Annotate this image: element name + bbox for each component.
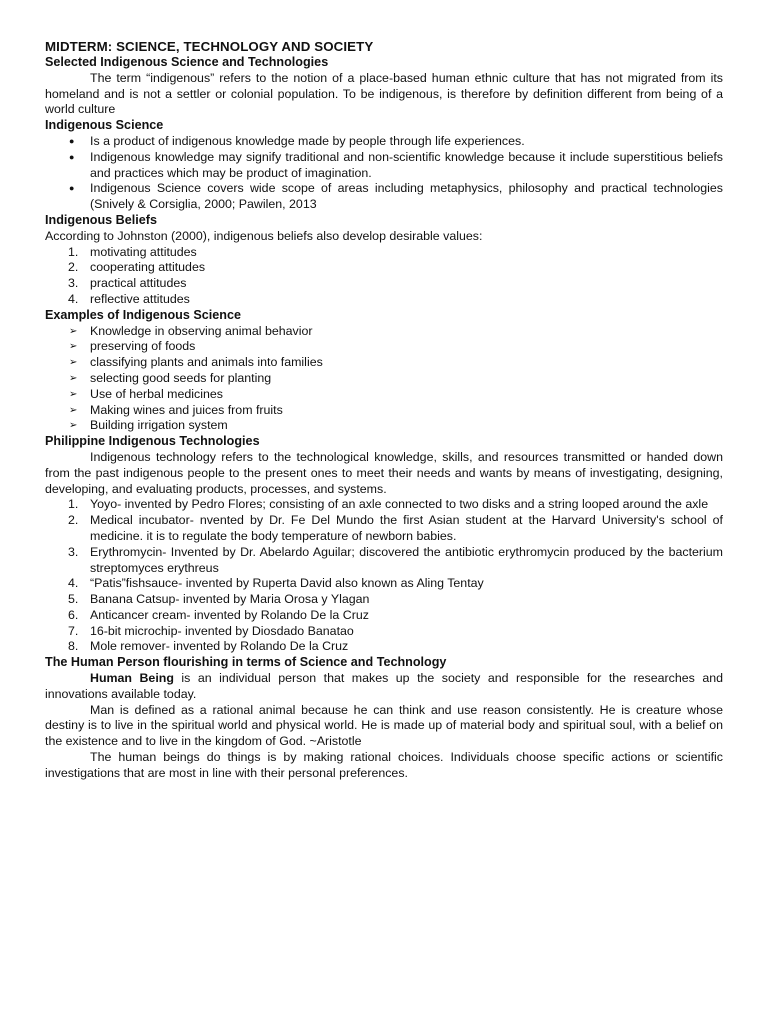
- examples-list: [45, 324, 723, 435]
- list-item-text: Use of herbal medicines: [90, 386, 223, 401]
- list-item: [45, 339, 723, 355]
- human-being-definition: is an individual person that makes up the society and responsible for the researches and innovations available today.: [45, 671, 723, 701]
- beliefs-list: [45, 245, 723, 308]
- list-number: 8.: [68, 639, 79, 654]
- list-number: 2.: [68, 260, 79, 275]
- list-item-text: selecting good seeds for planting: [90, 370, 272, 385]
- list-item: [45, 639, 723, 655]
- list-item: [45, 181, 723, 213]
- intro-paragraph: The term “indigenous” refers to the notion of a place-based human ethnic culture that has not migrated from its homeland and is not a settler or colonial population. To be indigenous, is therefore by definition different from being of a world culture: [45, 70, 723, 117]
- beliefs-intro: According to Johnston (2000), indigenous beliefs also develop desirable values:: [45, 228, 483, 243]
- section-heading-selected: Selected Indigenous Science and Technologies: [45, 55, 329, 69]
- arrow-bullet-icon: ➢: [69, 388, 78, 400]
- list-item: [45, 545, 723, 577]
- list-item: [45, 403, 723, 419]
- list-item-text: classifying plants and animals into families: [90, 355, 323, 370]
- aristotle-paragraph: Man is defined as a rational animal because he can think and use reason consistently. He is creature whose destiny is to live in the spiritual world and physical world. He is made up of material body and spiritual soul, with a belief on the existence and to live in the kingdom of God. ~Aristotle: [45, 702, 723, 749]
- list-item: [45, 292, 723, 308]
- list-item-text: Anticancer cream- invented by Rolando De la Cruz: [90, 607, 369, 622]
- rational-choice-paragraph: The human beings do things is by making rational choices. Individuals choose specific actions or scientific investigations that are most in line with their personal preferences.: [45, 750, 723, 780]
- list-item: [45, 245, 723, 261]
- list-item-text: Yoyo- invented by Pedro Flores; consisting of an axle connected to two disks and a string looped around the axle: [90, 497, 709, 512]
- arrow-bullet-icon: ➢: [69, 341, 78, 353]
- list-item: [45, 276, 723, 292]
- list-item: [45, 260, 723, 276]
- list-item-text: Making wines and juices from fruits: [90, 402, 283, 417]
- list-number: 7.: [68, 623, 79, 638]
- human-being-term: Human Being: [90, 671, 174, 686]
- list-number: 4.: [68, 576, 79, 591]
- list-item-text: reflective attitudes: [90, 291, 190, 306]
- list-item-text: motivating attitudes: [90, 244, 197, 259]
- arrow-bullet-icon: ➢: [69, 357, 78, 369]
- list-item: [45, 592, 723, 608]
- arrow-bullet-icon: ➢: [69, 372, 78, 384]
- list-item-text: Indigenous Science covers wide scope of areas including metaphysics, philosophy and practical technologies (Snively & Corsiglia, 2000; Pawilen, 2013: [90, 181, 723, 212]
- list-number: 1.: [68, 244, 79, 259]
- list-item: [45, 371, 723, 387]
- list-item-text: practical attitudes: [90, 276, 187, 291]
- list-item: [45, 324, 723, 340]
- bullet-icon: ●: [69, 183, 75, 194]
- list-number: 6.: [68, 607, 79, 622]
- list-item-text: Knowledge in observing animal behavior: [90, 323, 313, 338]
- list-number: 4.: [68, 291, 79, 306]
- list-number: 2.: [68, 513, 79, 528]
- list-number: 3.: [68, 544, 79, 559]
- list-item-text: Banana Catsup- invented by Maria Orosa y Ylagan: [90, 592, 370, 607]
- list-item-text: preserving of foods: [90, 339, 196, 354]
- list-item: [45, 608, 723, 624]
- arrow-bullet-icon: ➢: [69, 325, 78, 337]
- section-heading-indigenous-science: Indigenous Science: [45, 118, 164, 133]
- section-heading-indigenous-beliefs: Indigenous Beliefs: [45, 212, 157, 227]
- list-item-text: Building irrigation system: [90, 418, 228, 433]
- bullet-icon: ●: [69, 151, 75, 162]
- list-item: [45, 513, 723, 545]
- list-item-text: Medical incubator- nvented by Dr. Fe Del Mundo the first Asian student at the Harvard University's school of medicine. it is to regulate the body temperature of newborn babies.: [90, 513, 723, 543]
- list-item-text: Erythromycin- Invented by Dr. Abelardo Aguilar; discovered the antibiotic erythromycin produced by the bacterium streptomyces erythreus: [90, 544, 723, 575]
- page-title: MIDTERM: SCIENCE, TECHNOLOGY AND SOCIETY: [45, 39, 374, 54]
- bullet-icon: ●: [69, 135, 75, 146]
- section-heading-examples: Examples of Indigenous Science: [45, 307, 241, 322]
- arrow-bullet-icon: ➢: [69, 420, 78, 432]
- tech-paragraph: Indigenous technology refers to the technological knowledge, skills, and resources transmitted or handed down from the past indigenous people to the present ones to meet their needs and wants by means of investigating, designing, developing, and evaluating products, processes, and systems.: [45, 449, 723, 496]
- section-heading-human-person: The Human Person flourishing in terms of Science and Technology: [45, 655, 447, 670]
- list-number: 5.: [68, 592, 79, 607]
- list-item-text: Mole remover- invented by Rolando De la Cruz: [90, 639, 349, 654]
- list-item: [45, 150, 723, 182]
- list-item: [45, 134, 723, 150]
- list-item-text: 16-bit microchip- invented by Diosdado Banatao: [90, 623, 354, 638]
- list-item: [45, 387, 723, 403]
- list-number: 1.: [68, 497, 79, 512]
- indigenous-science-list: [45, 134, 723, 213]
- list-item-text: cooperating attitudes: [90, 260, 206, 275]
- section-heading-philippine-tech: Philippine Indigenous Technologies: [45, 434, 260, 449]
- inventions-list: [45, 497, 723, 655]
- list-item: [45, 355, 723, 371]
- list-item-text: Indigenous knowledge may signify traditional and non-scientific knowledge because it include superstitious beliefs and practices which may be product of imagination.: [90, 149, 723, 180]
- human-being-paragraph: [45, 671, 723, 703]
- list-item: [45, 576, 723, 592]
- list-item-text: “Patis”fishsauce- invented by Ruperta David also known as Aling Tentay: [90, 576, 484, 591]
- list-item: [45, 418, 723, 434]
- list-item: [45, 624, 723, 640]
- list-item: [45, 497, 723, 513]
- list-number: 3.: [68, 276, 79, 291]
- list-item-text: Is a product of indigenous knowledge made by people through life experiences.: [90, 133, 525, 148]
- arrow-bullet-icon: ➢: [69, 404, 78, 416]
